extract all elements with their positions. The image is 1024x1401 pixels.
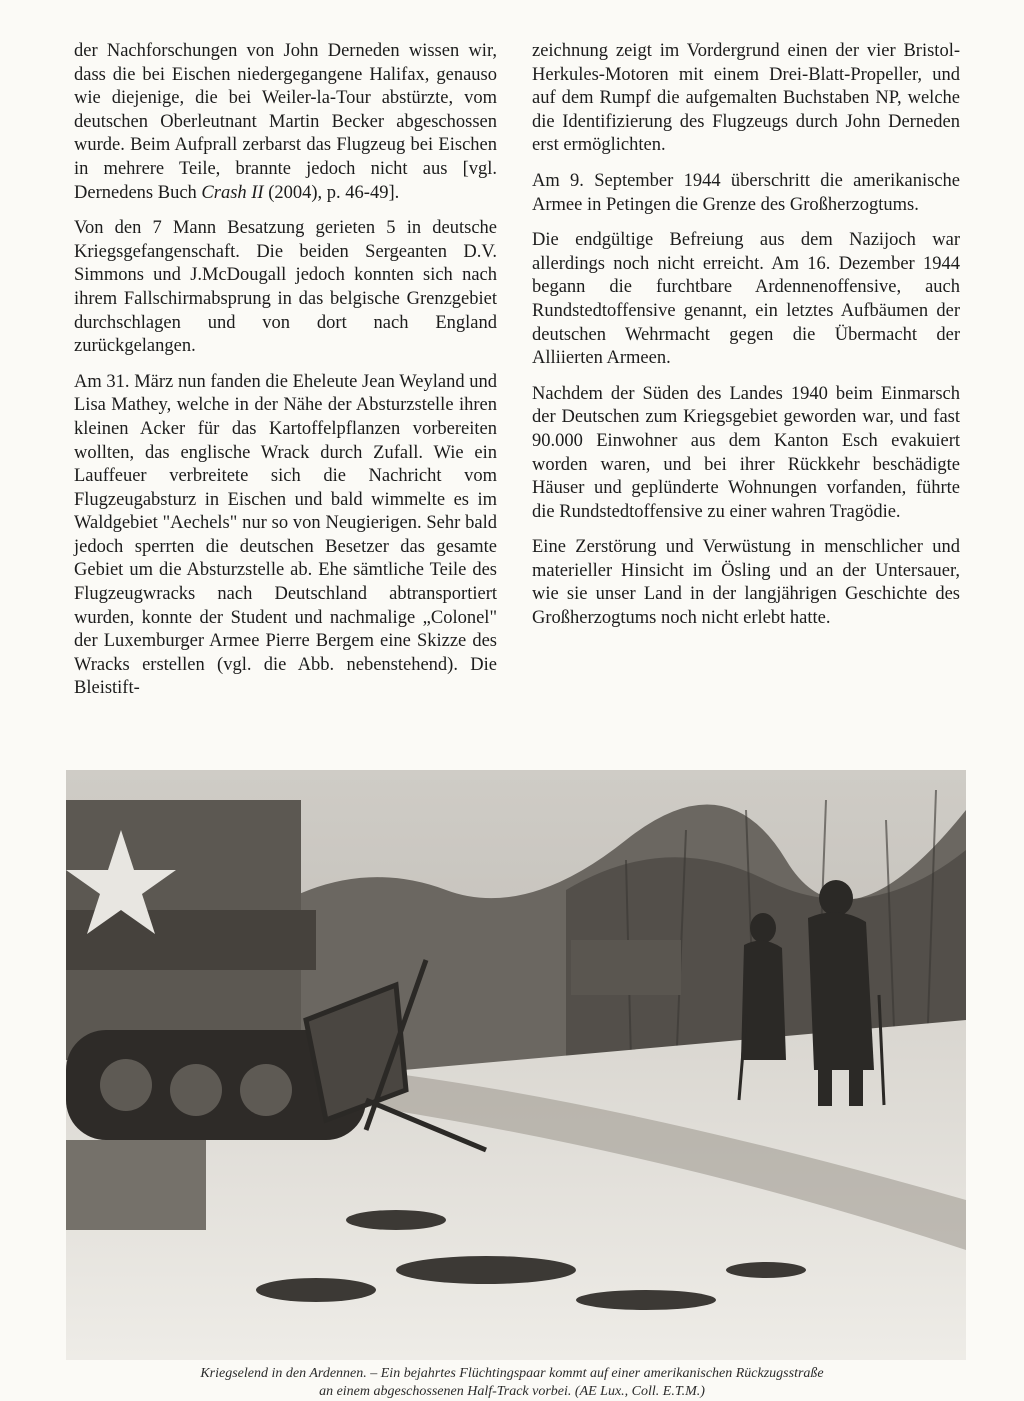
paragraph: Von den 7 Mann Besatzung gerieten 5 in deutsche Kriegsgefangenschaft. Die beiden Sergeanten D.V. Simmons und J.McDougall jedoch konnten sich nach ihrem Fallschirmabsprung in das belgische Grenzgebiet durchschlagen und von dort nach England zurückgelangen.	[74, 218, 497, 357]
war-photograph	[66, 770, 966, 1360]
paragraph: Eine Zerstörung und Verwüstung in menschlicher und materieller Hinsicht im Ösling und an der Untersauer, wie sie unser Land in der langjährigen Geschichte des Großherzogtums noch nicht erlebt hatte.	[532, 537, 960, 629]
left-column	[74, 40, 497, 713]
right-column	[532, 40, 960, 643]
paragraph: Am 9. September 1944 überschritt die amerikanische Armee in Petingen die Grenze des Großherzogtums.	[532, 170, 960, 215]
paragraph: Die endgültige Befreiung aus dem Nazijoch war allerdings noch nicht erreicht. Am 16. Dezember 1944 begann die furchtbare Ardennenoffensive, auch Rundstedtoffensive genannt, ein letztes Aufbäumen der deutschen Wehrmacht gegen die Übermacht der Alliierten Armeen.	[532, 230, 960, 369]
paragraph	[74, 40, 497, 205]
photo-caption	[60, 1365, 964, 1401]
paragraph-text: der Nachforschungen von John Derneden wissen wir, dass die bei Eischen niedergegangene Halifax, genauso wie diejenige, die bei Weiler-la-Tour abstürzte, vom deutschen Oberleutnant Martin Becker abgeschossen wurde. Beim Aufprall zerbarst das Flugzeug bei Eischen in mehrere Teile, brannte jedoch nicht aus [vgl. Dernedens Buch	[74, 41, 497, 203]
book-title: Crash II	[201, 182, 264, 203]
paragraph: zeichnung zeigt im Vordergrund einen der vier Bristol-Herkules-Motoren mit einem Drei-Blatt-Propeller, und auf dem Rumpf die aufgemalten Buchstaben NP, welche die Identifizierung des Flugzeugs durch John Derneden erst ermöglichten.	[532, 41, 960, 156]
caption-line: Kriegselend in den Ardennen. – Ein bejahrtes Flüchtingspaar kommt auf einer amerikanischen Rückzugsstraße	[200, 1366, 824, 1381]
paragraph: Nachdem der Süden des Landes 1940 beim Einmarsch der Deutschen zum Kriegsgebiet geworden war, und fast 90.000 Einwohner aus dem Kanton Esch evakuiert worden waren, und bei ihrer Rückkehr beschädigte Häuser und geplünderte Wohnungen vorfanden, führte die Rundstedtoffensive zu einer wahren Tragödie.	[532, 383, 960, 522]
paragraph-text: (2004), p. 46-49].	[263, 182, 400, 203]
caption-line: an einem abgeschossenen Half-Track vorbei. (AE Lux., Coll. E.T.M.)	[319, 1384, 705, 1399]
paragraph: Am 31. März nun fanden die Eheleute Jean Weyland und Lisa Mathey, welche in der Nähe der Absturzstelle ihren kleinen Acker für das Kartoffelpflanzen vorbereiten wollten, das englische Wrack durch Zufall. Wie ein Lauffeuer verbreitete sich die Nachricht vom Flugzeugabsturz in Eischen und bald wimmelte es im Waldgebiet "Aechels" nur so von Neugierigen. Sehr bald jedoch sperrten die deutschen Besetzer das gesamte Gebiet um die Absturzstelle ab. Ehe sämtliche Teile des Flugzeugwracks nach Deutschland abtransportiert wurden, konnte der Student und nachmalige „Colonel" der Luxemburger Armee Pierre Bergem eine Skizze des Wracks erstellen (vgl. die Abb. nebenstehend). Die Bleistift-	[74, 371, 497, 699]
